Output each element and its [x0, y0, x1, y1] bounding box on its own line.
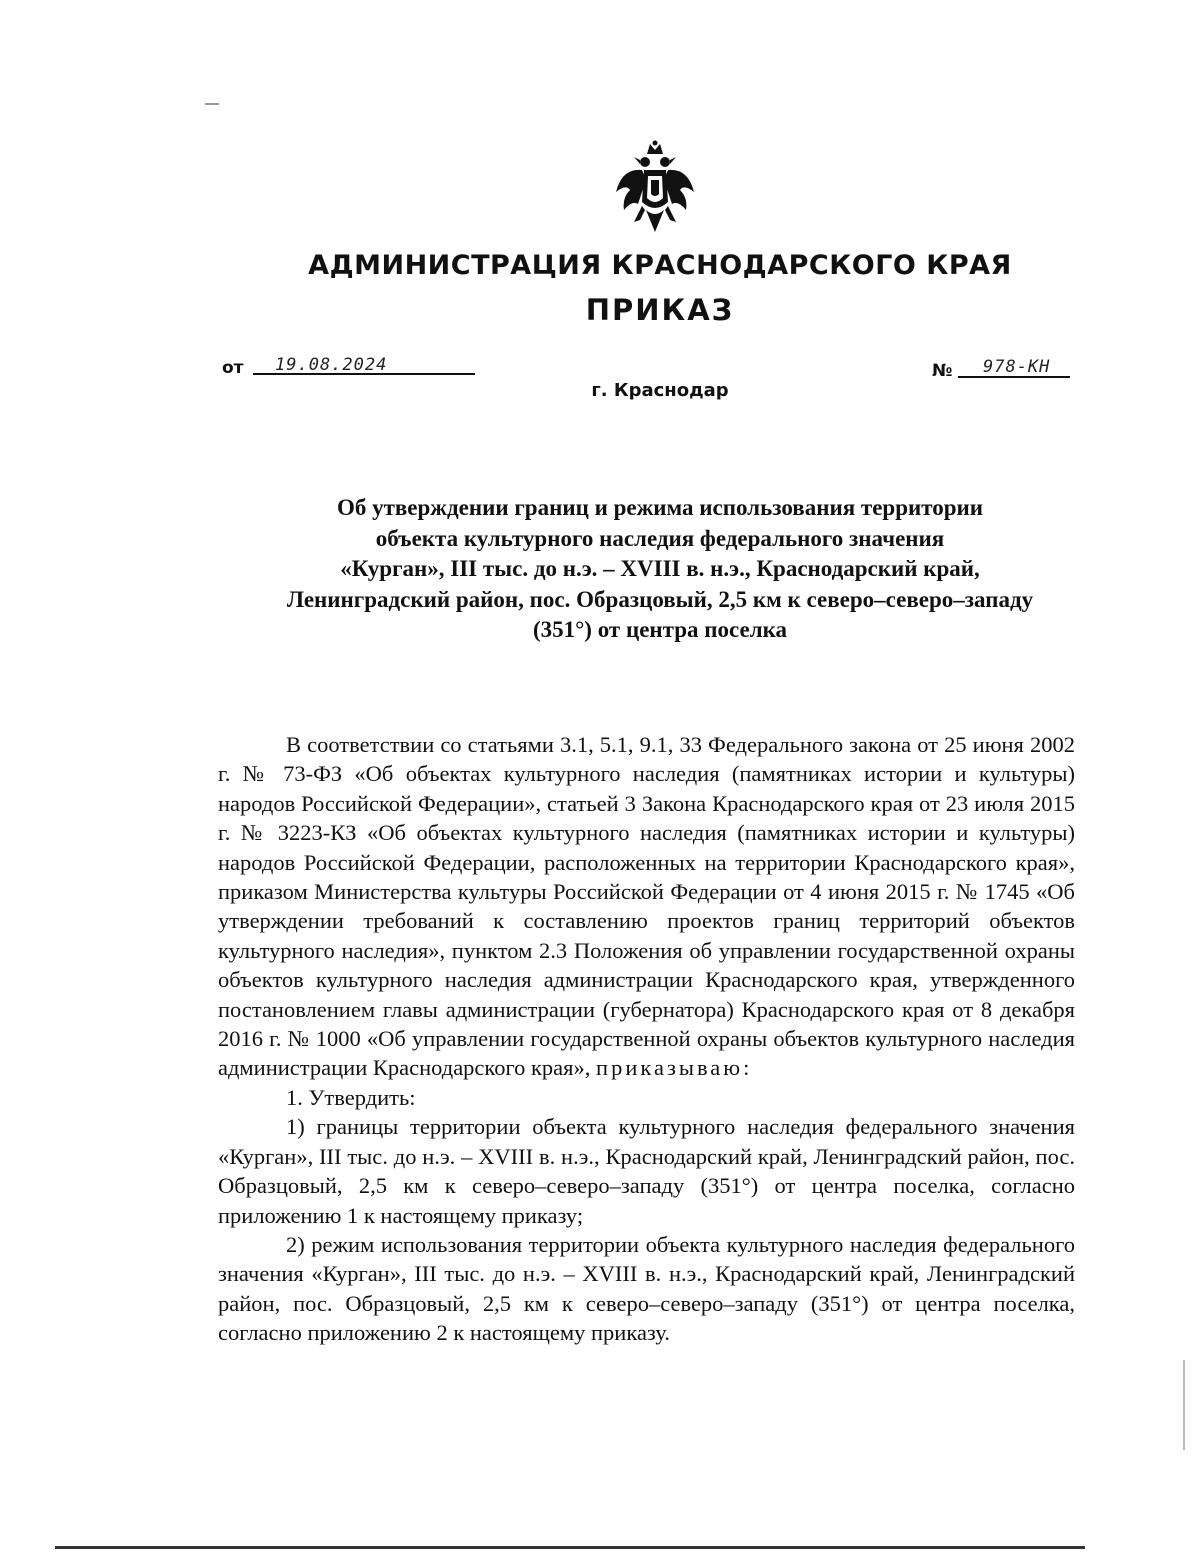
subject-line: объекта культурного наследия федерального значения: [375, 525, 945, 551]
item-1-2: 2) режим использования территории объекта культурного наследия федерального значения «Курган», III тыс. до н.э. – XVIII в. н.э., Краснодарский край, Ленинградский район, пос. Образцовый, 2,5 км к северо–северо–западу (351°) от центра поселка, согласно приложению 2 к настоящему приказу.: [218, 1231, 1075, 1346]
order-word: приказываю:: [596, 1055, 753, 1081]
coat-of-arms-icon: [612, 140, 698, 240]
number-value: 978-КН: [983, 357, 1051, 377]
date-label: от: [222, 358, 244, 378]
scan-edge: [1183, 1360, 1185, 1450]
date-value: 19.08.2024: [275, 355, 388, 375]
scan-artifact: [205, 103, 219, 105]
item-1: 1. Утвердить:: [286, 1084, 416, 1110]
document-type: ПРИКАЗ: [585, 293, 735, 327]
preamble-paragraph: [218, 730, 1075, 1083]
number-label: №: [932, 361, 953, 381]
document-body: [218, 730, 1075, 1348]
subject-line: «Курган», III тыс. до н.э. – XVIII в. н.э., Краснодарский край,: [340, 556, 980, 581]
subject-line: Об утверждении границ и режима использования территории: [336, 495, 984, 520]
organization-title: АДМИНИСТРАЦИЯ КРАСНОДАРСКОГО КРАЯ: [308, 250, 1012, 281]
subject-line: Ленинградский район, пос. Образцовый, 2,5 км к северо–северо–западу: [286, 586, 1034, 612]
preamble-text: В соответствии со статьями 3.1, 5.1, 9.1, 33 Федерального закона от 25 июня 2002 г. № 73-ФЗ «Об объектах культурного наследия (памятниках истории и культуры) народов Российской Федерации», статьей 3 Закона Краснодарского края от 23 июля 2015 г. № 3223-КЗ «Об объектах культурного наследия (памятниках истории и культуры) народов Российской Федерации, расположенных на территории Краснодарского края», приказом Министерства культуры Российской Федерации от 4 июня 2015 г. № 1745 «Об утверждении требований к составлению проектов границ территорий объектов культурного наследия», пунктом 2.3 Положения об управлении государственной охраны объектов культурного наследия администрации Краснодарского края, утвержденного постановлением главы администрации (губернатора) Краснодарского края от 8 декабря 2016 г. № 1000 «Об управлении государственной охраны объектов культурного наследия администрации Краснодарского края»,: [218, 732, 1075, 1081]
document-subject: [235, 493, 1085, 646]
item-1-1: 1) границы территории объекта культурного наследия федерального значения «Курган», III тыс. до н.э. – XVIII в. н.э., Краснодарский край, Ленинградский район, пос. Образцовый, 2,5 км к северо–северо–западу (351°) от центра поселка, согласно приложению 1 к настоящему приказу;: [218, 1114, 1075, 1228]
city-label: г. Краснодар: [591, 380, 729, 401]
scan-bottom-edge: [55, 1546, 1085, 1549]
subject-line: (351°) от центра поселка: [532, 617, 788, 642]
